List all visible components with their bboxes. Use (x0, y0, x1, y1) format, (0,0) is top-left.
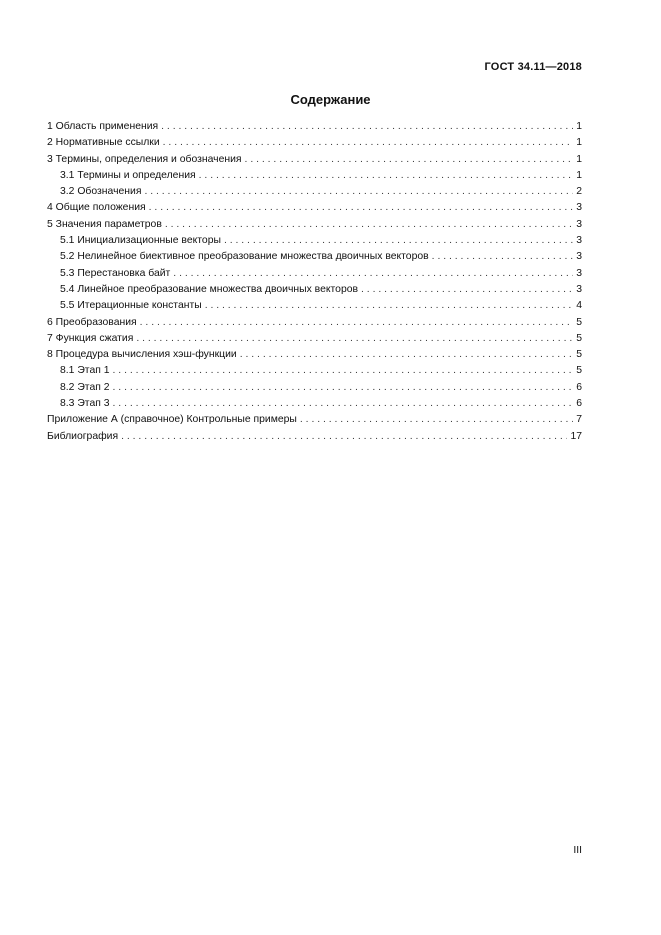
toc-entry-text: 5 Значения параметров (47, 218, 162, 230)
toc-entry-page: 3 (576, 202, 582, 214)
toc-entry-6[interactable] (47, 315, 582, 331)
toc-leader-dots (300, 412, 573, 428)
toc-leader-dots (140, 315, 574, 331)
toc-entry-text: 8 Процедура вычисления хэш-функции (47, 349, 237, 361)
toc-title: Содержание (290, 92, 371, 107)
toc-entry-page: 2 (576, 186, 582, 198)
toc-entry-page: 3 (576, 251, 582, 263)
toc-entry-text: 8.3 Этап 3 (60, 398, 110, 410)
toc-entry-text: 8.1 Этап 1 (60, 365, 110, 377)
toc-leader-dots (205, 298, 574, 314)
toc-leader-dots (163, 135, 574, 151)
document-header-code: ГОСТ 34.11—2018 (484, 61, 582, 73)
toc-entry-text: Приложение А (справочное) Контрольные примеры (47, 414, 297, 426)
toc-entry-text: 5.4 Линейное преобразование множества двоичных векторов (60, 283, 359, 295)
toc-entry-8-1[interactable] (47, 363, 582, 379)
toc-leader-dots (199, 168, 574, 184)
toc-entry-bibliography[interactable] (47, 429, 582, 445)
toc-entry-8-3[interactable] (47, 396, 582, 412)
toc-entry-text: 6 Преобразования (47, 316, 137, 328)
toc-entry-page: 6 (576, 398, 582, 410)
table-of-contents (47, 119, 582, 445)
toc-entry-7[interactable] (47, 331, 582, 347)
toc-entry-5-2[interactable] (47, 249, 582, 265)
toc-entry-page: 1 (576, 169, 582, 181)
toc-entry-page: 3 (576, 267, 582, 279)
page-number: III (573, 845, 582, 856)
toc-entry-3[interactable] (47, 152, 582, 168)
toc-leader-dots (113, 396, 574, 412)
toc-entry-8-2[interactable] (47, 380, 582, 396)
toc-entry-2[interactable] (47, 135, 582, 151)
toc-leader-dots (144, 184, 573, 200)
toc-entry-page: 6 (576, 381, 582, 393)
toc-entry-8[interactable] (47, 347, 582, 363)
toc-entry-page: 1 (576, 121, 582, 132)
toc-entry-text: 5.1 Инициализационные векторы (60, 235, 221, 247)
toc-entry-text: 1 Область применения (47, 121, 159, 132)
toc-entry-text: 8.2 Этап 2 (60, 381, 110, 393)
toc-leader-dots (113, 380, 574, 396)
toc-leader-dots (432, 249, 574, 265)
toc-entry-text: 5.5 Итерационные константы (60, 300, 202, 312)
toc-entry-text: 3.1 Термины и определения (60, 169, 196, 181)
toc-leader-dots (224, 233, 573, 249)
toc-entry-text: Библиография (47, 430, 119, 442)
toc-leader-dots (361, 282, 573, 298)
toc-entry-3-1[interactable] (47, 168, 582, 184)
toc-leader-dots (173, 266, 573, 282)
toc-entry-5-1[interactable] (47, 233, 582, 249)
toc-entry-text: 4 Общие положения (47, 202, 146, 214)
toc-entry-page: 5 (576, 332, 582, 344)
toc-leader-dots (121, 429, 567, 445)
toc-entry-page: 1 (576, 137, 582, 149)
toc-entry-3-2[interactable] (47, 184, 582, 200)
toc-entry-4[interactable] (47, 200, 582, 216)
toc-entry-page: 1 (576, 153, 582, 165)
toc-leader-dots (165, 217, 573, 233)
toc-entry-text: 3.2 Обозначения (60, 186, 142, 198)
toc-leader-dots (136, 331, 573, 347)
toc-leader-dots (240, 347, 573, 363)
toc-entry-page: 17 (570, 430, 582, 442)
toc-entry-page: 3 (576, 235, 582, 247)
toc-entry-5[interactable] (47, 217, 582, 233)
toc-leader-dots (113, 363, 574, 379)
toc-entry-5-3[interactable] (47, 266, 582, 282)
toc-entry-text: 5.2 Нелинейное биективное преобразование множества двоичных векторов (60, 251, 429, 263)
toc-entry-text: 3 Термины, определения и обозначения (47, 153, 242, 165)
toc-entry-text: 2 Нормативные ссылки (47, 137, 160, 149)
toc-entry-page: 5 (576, 349, 582, 361)
toc-leader-dots (149, 200, 574, 216)
toc-entry-page: 3 (576, 283, 582, 295)
toc-entry-appendix-a[interactable] (47, 412, 582, 428)
toc-leader-dots (245, 152, 574, 168)
toc-entry-text: 5.3 Перестановка байт (60, 267, 171, 279)
toc-entry-page: 5 (576, 365, 582, 377)
toc-entry-5-5[interactable] (47, 298, 582, 314)
toc-entry-1[interactable] (47, 119, 582, 135)
toc-entry-page: 3 (576, 218, 582, 230)
toc-entry-5-4[interactable] (47, 282, 582, 298)
toc-entry-page: 7 (576, 414, 582, 426)
toc-leader-dots (161, 119, 573, 135)
toc-entry-page: 4 (576, 300, 582, 312)
toc-entry-text: 7 Функция сжатия (47, 332, 134, 344)
toc-entry-page: 5 (576, 316, 582, 328)
